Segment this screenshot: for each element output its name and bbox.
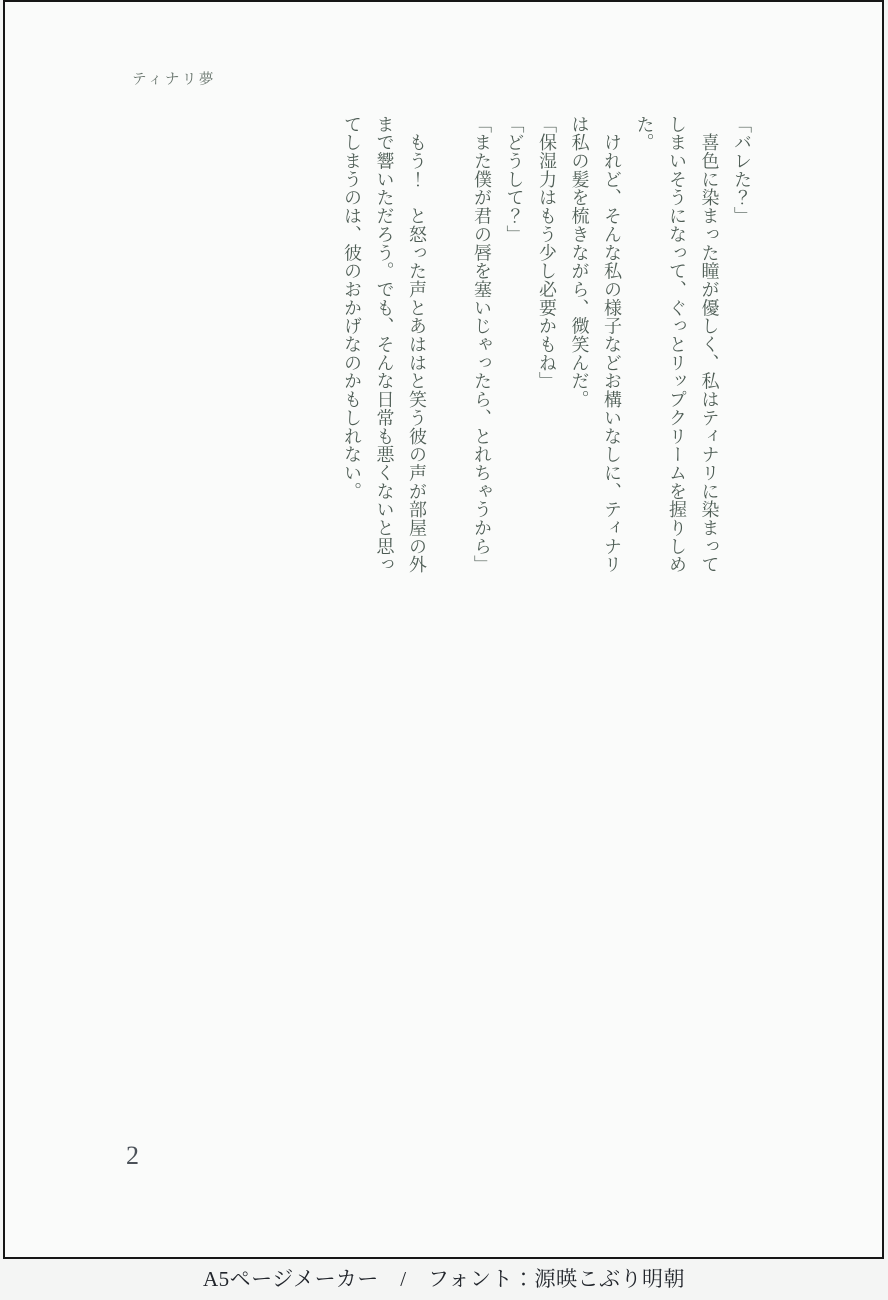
text-line: は私の髪を梳きながら、微笑んだ。 — [569, 115, 590, 409]
text-line: 「バレた？」 — [732, 115, 752, 226]
text-line: 喜色に染まった瞳が優しく、私はティナリに染まって — [699, 115, 720, 574]
footer-credit: A5ページメーカー / フォント：源暎こぶり明朝 — [203, 1267, 685, 1291]
body-text — [336, 115, 759, 577]
page-number: 2 — [126, 1141, 139, 1170]
text-line: 「また僕が君の唇を塞いじゃったら、とれちゃうから」 — [472, 115, 492, 574]
text-line: しまいそうになって、ぐっとリップクリームを握りしめ — [667, 115, 687, 574]
text-line: もう！ と怒った声とあははと笑う彼の声が部屋の外 — [407, 115, 427, 574]
text-line: た。 — [634, 115, 655, 152]
doc-title: ティナリ夢 — [132, 72, 216, 88]
text-line-blank — [433, 115, 466, 577]
text-line: 「保湿力はもう少し必要かもね」 — [537, 115, 557, 391]
text-line: てしまうのは、彼のおかげなのかもしれない。 — [342, 115, 362, 501]
text-line: けれど、そんな私の様子などお構いなしに、ティナリ — [602, 115, 622, 574]
document-page — [3, 0, 884, 1259]
text-line: まで響いただろう。でも、そんな日常も悪くないと思っ — [374, 115, 395, 574]
text-line: 「どうして？」 — [504, 115, 525, 244]
